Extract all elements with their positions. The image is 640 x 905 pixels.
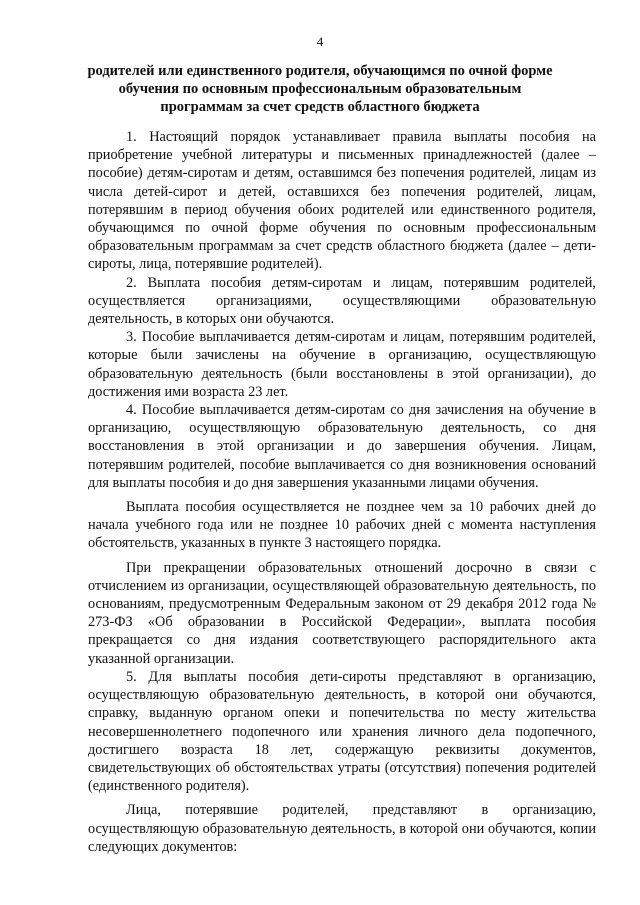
heading-line: обучения по основным профессиональным образовательным bbox=[118, 81, 522, 97]
paragraph-5: 5. Для выплаты пособия дети-сироты представляют в организацию, осуществляющую образовательную деятельность, в которой они обучаются, справку, выданную органом опеки и попечительства по месту жительства несовершеннолетнего подопечного или хранения личного дела подопечного, достигшего возраста 18 лет, содержащую реквизиты документов, свидетельствующих об обстоятельствах утраты (отсутствия) попечения родителей (единственного родителя). bbox=[88, 668, 596, 795]
heading-line: родителей или единственного родителя, обучающимся по очной форме bbox=[87, 63, 553, 79]
paragraph-4: 4. Пособие выплачивается детям-сиротам со дня зачисления на обучение в организацию, осуществляющую образовательную деятельность, со дня восстановления в этой организации и до завершения обучения. Лицам, потерявшим родителей, пособие выплачивается со дня возникновения оснований для выплаты пособия и до дня завершения указанными лицами обучения. bbox=[88, 402, 596, 491]
paragraph-3: 3. Пособие выплачивается детям-сиротам и лицам, потерявшим родителей, которые были зачислены на обучение в организацию, осуществляющую образовательную деятельность (были восстановлены в этой организации), до достижения ими возраста 23 лет. bbox=[88, 329, 596, 400]
paragraph-4-termination: При прекращении образовательных отношений досрочно в связи с отчислением из организации, осуществляющей образовательную деятельность, по основаниям, предусмотренным Федеральным законом от 29 декабря 2012 года № 273-ФЗ «Об образовании в Российской Федерации», выплата пособия прекращается со дня издания соответствующего распорядительного акта указанной организации. bbox=[88, 559, 596, 667]
page-number: 4 bbox=[316, 34, 324, 49]
heading-line: программам за счет средств областного бюджета bbox=[160, 99, 480, 115]
paragraph-2: 2. Выплата пособия детям-сиротам и лицам, потерявшим родителей, осуществляется организациями, осуществляющими образовательную деятельность, в которых они обучаются. bbox=[88, 274, 596, 328]
paragraph-4-payment-deadline: Выплата пособия осуществляется не позднее чем за 10 рабочих дней до начала учебного года или не позднее 10 рабочих дней с момента наступления обстоятельств, указанных в пункте 3 настоящего порядка. bbox=[88, 499, 596, 552]
section-heading bbox=[80, 62, 560, 116]
paragraph-1: 1. Настоящий порядок устанавливает правила выплаты пособия на приобретение учебной литературы и письменных принадлежностей (далее – пособие) детям-сиротам и детям, оставшимся без попечения родителей, лицам из числа детей-сирот и детей, оставшихся без попечения родителей, лицам, потерявшим в период обучения обоих родителей или единственного родителя, обучающимся по очной форме обучения по основным профессиональным образовательным программам за счет средств областного бюджета (далее – дети-сироты, лица, потерявшие родителей). bbox=[88, 129, 596, 273]
document-body bbox=[88, 128, 596, 856]
paragraph-5-documents: Лица, потерявшие родителей, представляют в организацию, осуществляющую образовательную деятельность, в которой они обучаются, копии следующих документов: bbox=[88, 802, 596, 855]
